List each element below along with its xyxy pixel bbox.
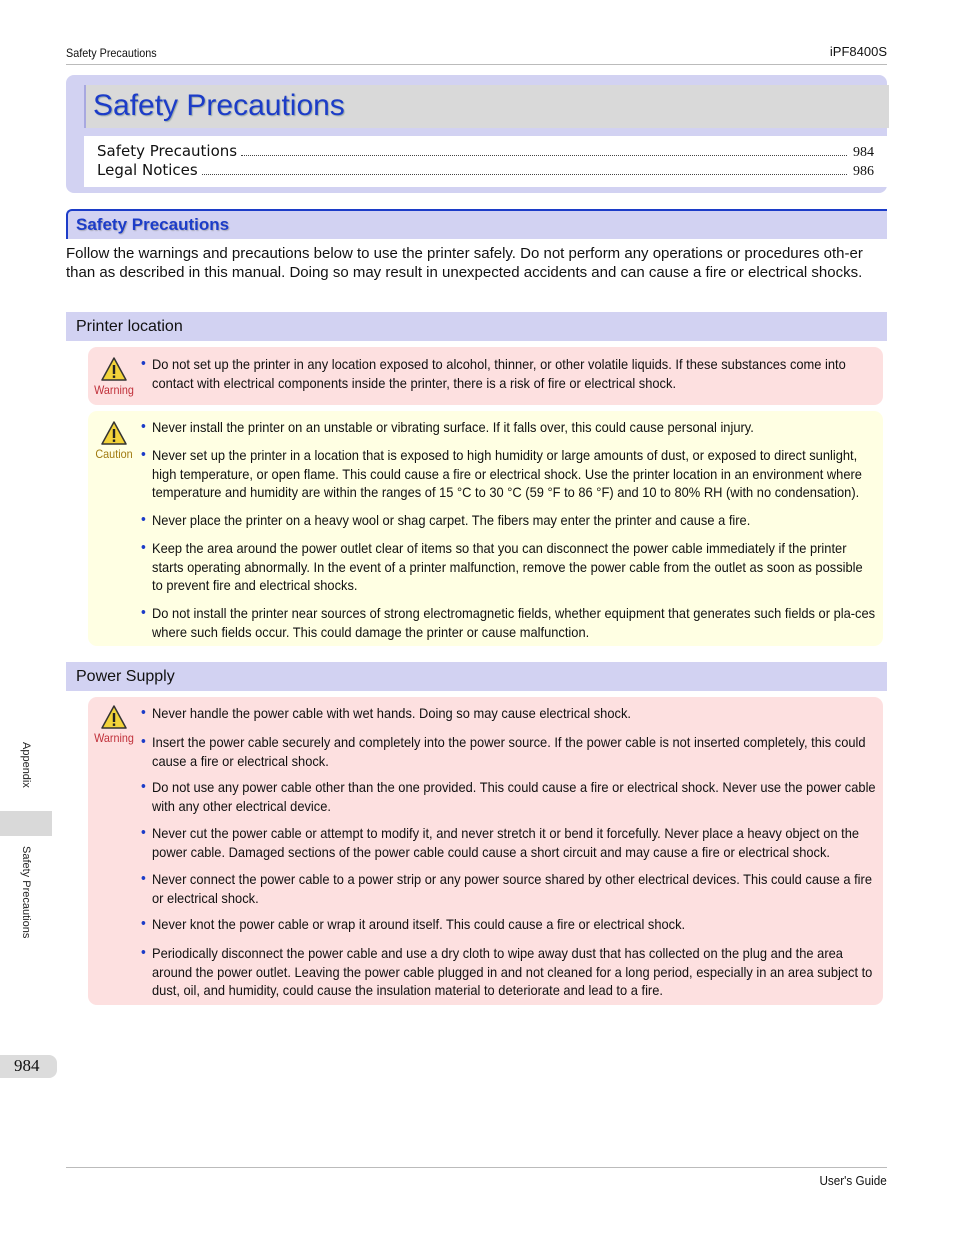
- list-item-text: Periodically disconnect the power cable and use a dry cloth to wipe away dust that has collected on the plug and the area around the power outlet. Leaving the power cable plugged in and not cleaned for a long period, especially in an area subject to dust, oil, and humidity, could cause the insulation material to deteriorate and lead to a fire.: [152, 945, 873, 999]
- warning-notice-power-supply: [88, 697, 883, 1005]
- header-section-title: Safety Precautions: [66, 46, 157, 60]
- subsection-bar-printer-location: [66, 312, 887, 341]
- warning-notice-printer-location: [88, 347, 883, 405]
- list-item: [140, 733, 876, 770]
- running-header: [66, 44, 887, 65]
- warning-label: Warning: [94, 731, 134, 745]
- toc-entry[interactable]: [97, 142, 874, 162]
- list-item-text: Keep the area around the power outlet clear of items so that you can disconnect the power cable immediately if the printer starts operating abnormally. In the event of a printer malfunction, remove the power cable from the outlet as soon as possible to prevent fire and electrical shocks.: [152, 540, 863, 594]
- bullet-dot: •: [140, 733, 146, 750]
- section-intro: Follow the warnings and precautions below to use the printer safely. Do not perform any operations or procedures oth-er than as described in this manual. Doing so may result in unexpected accidents and can cause a fire or electrical shocks.: [66, 245, 863, 281]
- bullet-dot: •: [140, 355, 146, 372]
- bullet-dot: •: [140, 511, 146, 528]
- header-model-name: iPF8400S: [829, 44, 887, 59]
- toc-entry-page[interactable]: 984: [853, 145, 874, 160]
- chapter-title: Safety Precautions: [93, 89, 345, 122]
- list-item-text: Never knot the power cable or wrap it around itself. This could cause a fire or electrical shock.: [152, 916, 686, 932]
- footer-guide-title: User's Guide: [819, 1173, 887, 1188]
- warning-label: Warning: [94, 383, 134, 397]
- toc-entry[interactable]: [97, 161, 874, 181]
- toc-leader-dots: [241, 154, 847, 156]
- list-item: [140, 604, 876, 641]
- list-item-text: Do not use any power cable other than the one provided. This could cause a fire or electrical shock. Never use the power cable with any other electrical device.: [152, 779, 876, 814]
- list-item: [140, 355, 876, 392]
- list-item: [140, 778, 876, 815]
- list-item: [140, 944, 876, 1000]
- list-item-text: Insert the power cable securely and completely into the power source. If the power cable is not inserted completely, this could cause a fire or electrical shock.: [152, 734, 866, 769]
- caution-notice-printer-location: [88, 411, 883, 646]
- list-item-text: Never place the printer on a heavy wool or shag carpet. The fibers may enter the printer and cause a fire.: [152, 512, 751, 528]
- list-item: [140, 511, 876, 530]
- caution-badge: [88, 421, 140, 461]
- sidebar-chapter-tab[interactable]: Appendix: [20, 742, 32, 788]
- list-item: [140, 870, 876, 907]
- toc-entry-label[interactable]: Safety Precautions: [97, 142, 238, 160]
- bullet-dot: •: [140, 778, 146, 795]
- subsection-bar-power-supply: [66, 662, 887, 691]
- bullet-dot: •: [140, 418, 146, 435]
- warning-triangle-icon: [101, 705, 127, 729]
- bullet-dot: •: [140, 870, 146, 887]
- toc-entry-page[interactable]: 986: [853, 164, 874, 179]
- warning-triangle-icon: [101, 421, 127, 445]
- bullet-dot: •: [140, 539, 146, 556]
- list-item: [140, 539, 876, 595]
- list-item-text: Never connect the power cable to a power strip or any power source shared by other electrical devices. This could cause a fire or electrical shock.: [152, 871, 872, 906]
- warning-triangle-icon: [101, 357, 127, 381]
- list-item: [140, 418, 876, 437]
- warning-badge: [88, 357, 140, 397]
- list-item-text: Do not set up the printer in any location exposed to alcohol, thinner, or other volatile liquids. If these substances come into contact with electrical components inside the printer, there is a risk of fire or electrical shock.: [152, 356, 846, 391]
- list-item: [140, 704, 876, 723]
- caution-label: Caution: [95, 447, 133, 461]
- warning-badge: [88, 705, 140, 745]
- list-item: [140, 915, 876, 934]
- list-item-text: Do not install the printer near sources of strong electromagnetic fields, whether equipment that generates such fields or pla-ces where such fields occur. This could damage the printer or cause malfunction.: [152, 605, 876, 640]
- bullet-dot: •: [140, 915, 146, 932]
- toc-entry-label[interactable]: Legal Notices: [97, 161, 198, 179]
- list-item-text: Never set up the printer in a location that is exposed to high humidity or large amounts of dust, or exposed to direct sunlight, high temperature, or open flame. This could cause a fire or electrical shock. Use the printer location in an environment where temperature and humidity are within the ranges of 15 °C to 30 °C (59 °F to 86 °F) and 10 to 80% RH (with no condensation).: [152, 447, 862, 501]
- subsection-title-power-supply: Power Supply: [76, 668, 175, 685]
- bullet-dot: •: [140, 604, 146, 621]
- bullet-dot: •: [140, 944, 146, 961]
- sidebar-marker: [0, 811, 52, 836]
- list-item: [140, 824, 876, 861]
- section-title: Safety Precautions: [76, 215, 230, 234]
- list-item: [140, 446, 876, 502]
- page-number: 984: [14, 1056, 40, 1075]
- bullet-dot: •: [140, 824, 146, 841]
- list-item-text: Never cut the power cable or attempt to modify it, and never stretch it or bend it forcefully. Never place a heavy object on the power cable. Damaged sections of the power cable could cause a short circuit and may cause a fire or electrical shock.: [152, 825, 860, 860]
- bullet-dot: •: [140, 446, 146, 463]
- toc-leader-dots: [202, 173, 847, 175]
- list-item-text: Never handle the power cable with wet hands. Doing so may cause electrical shock.: [152, 705, 631, 721]
- bullet-dot: •: [140, 704, 146, 721]
- sidebar-section-tab[interactable]: Safety Precautions: [20, 846, 32, 939]
- running-footer: [66, 1167, 887, 1190]
- list-item-text: Never install the printer on an unstable or vibrating surface. If it falls over, this could cause personal injury.: [152, 419, 754, 435]
- subsection-title-printer-location: Printer location: [76, 318, 183, 335]
